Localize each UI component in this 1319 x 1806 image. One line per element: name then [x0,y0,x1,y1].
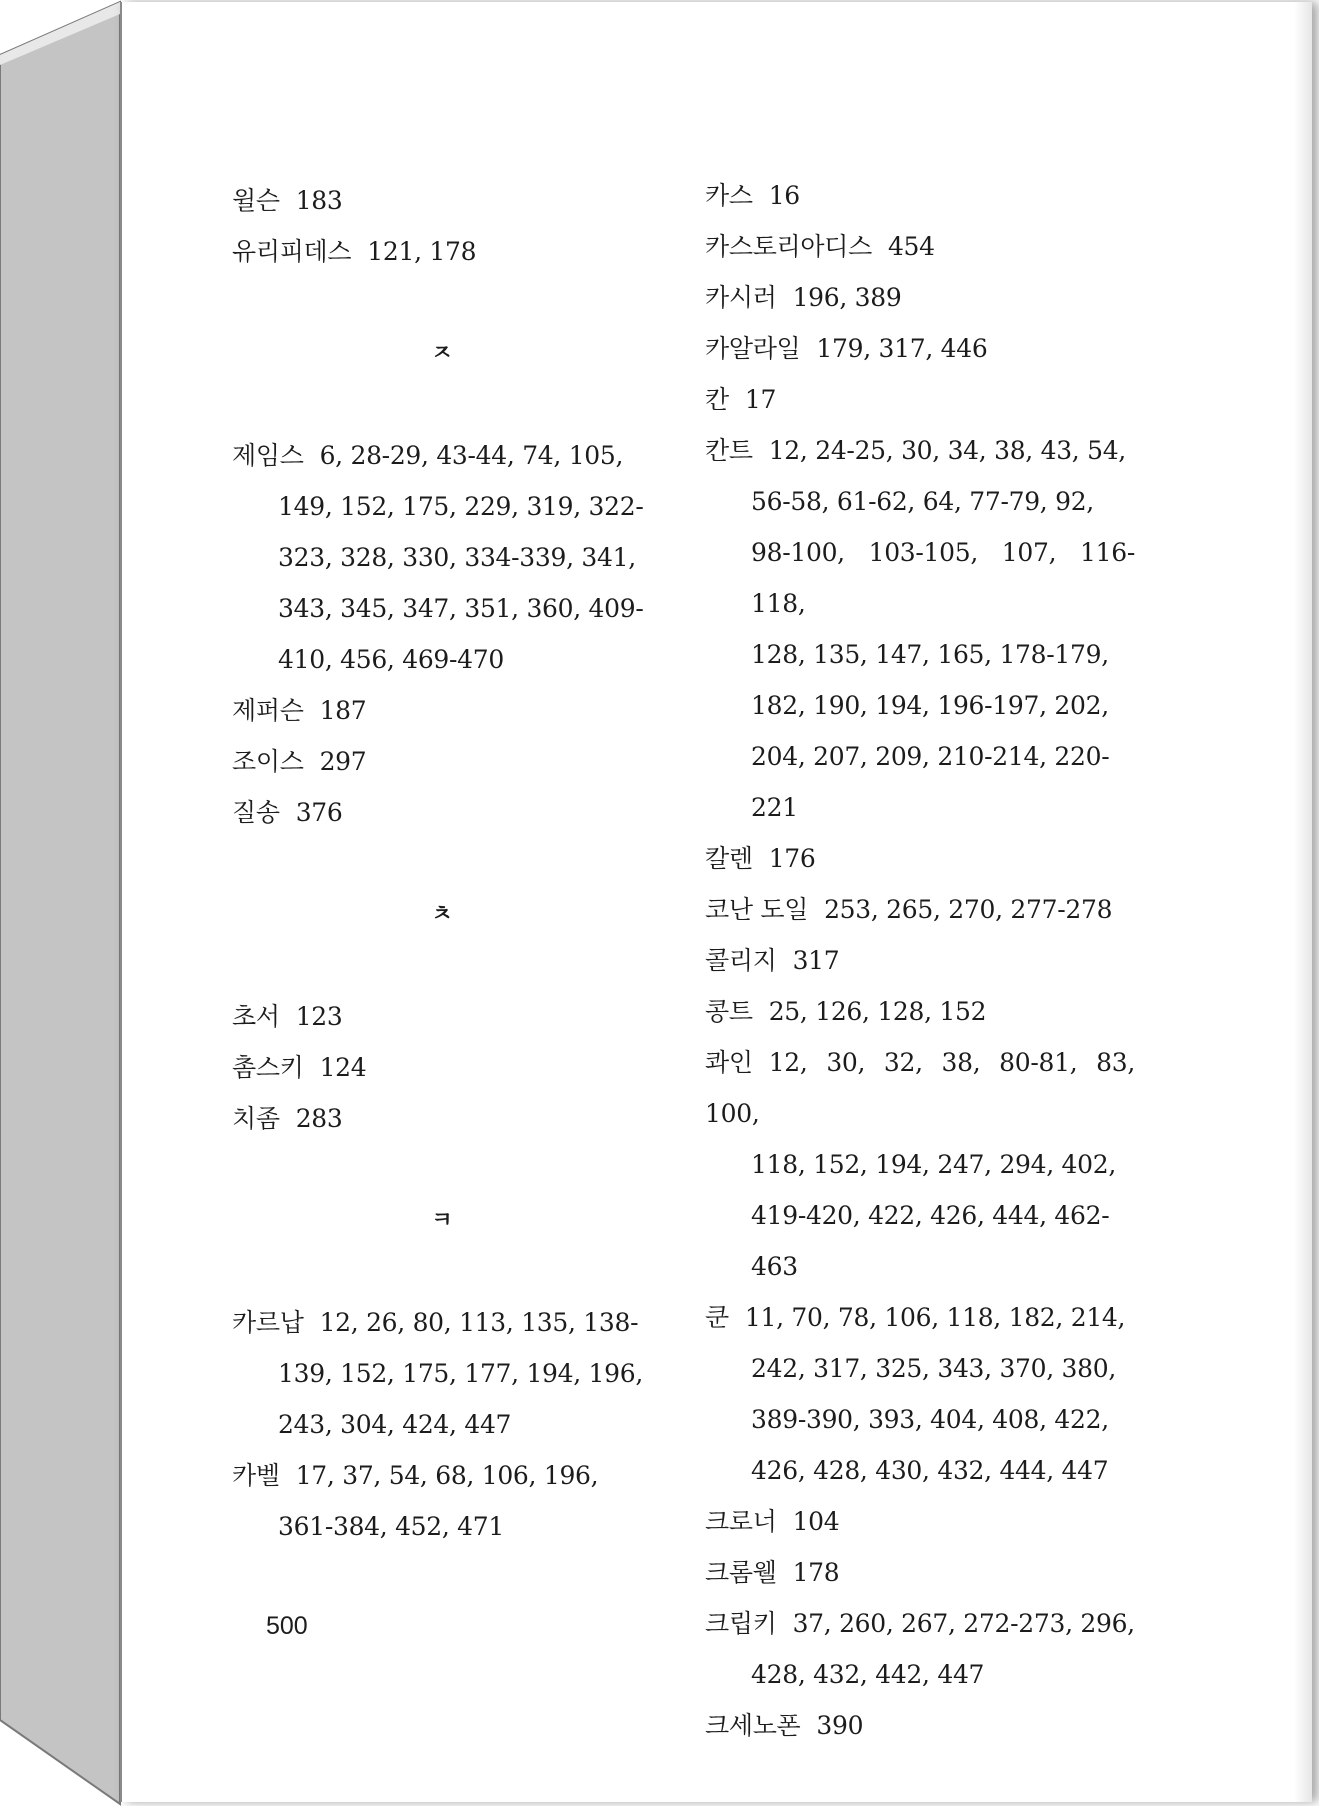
entry-name: 크롬웰 [705,1558,777,1587]
index-entry [705,1700,1135,1751]
entry-name: 코난 도일 [705,895,809,924]
entry-name: 치좀 [232,1104,280,1133]
entry-pages-cont: 98-100, 103-105, 107, 116-118, [751,538,1135,618]
entry-name: 카스 [705,181,753,210]
entry-pages: 317 [792,946,840,975]
entry-name: 유리피데스 [232,237,352,266]
entry-pages: 11, 70, 78, 106, 118, 182, 214, [744,1303,1126,1332]
entry-name: 카스토리아디스 [705,232,872,261]
index-entry [705,425,1135,833]
entry-pages: 12, 24-25, 30, 34, 38, 43, 54, [768,436,1126,465]
index-entry [232,1297,652,1450]
entry-pages: 124 [319,1053,367,1082]
entry-name: 콰인 [705,1048,753,1077]
entry-name: 카시러 [705,283,777,312]
entry-pages-cont: 182, 190, 194, 196-197, 202, [751,691,1109,720]
index-entry [705,221,1135,272]
index-entry [705,1292,1135,1496]
entry-pages: 183 [295,186,343,215]
entry-name: 칸 [705,385,729,414]
index-entry [705,170,1135,221]
entry-pages: 121, 178 [367,237,477,266]
entry-name: 쿤 [705,1303,729,1332]
entry-pages-cont: 56-58, 61-62, 64, 77-79, 92, [751,487,1094,516]
entry-pages: 176 [768,844,816,873]
index-entry [705,1547,1135,1598]
index-entry [232,1093,652,1144]
entry-pages-cont: 118, 152, 194, 247, 294, 402, [751,1150,1117,1179]
entry-pages: 37, 260, 267, 272-273, 296, [792,1609,1135,1638]
entry-pages-cont: 149, 152, 175, 229, 319, 322- [278,492,644,521]
entry-pages: 179, 317, 446 [816,334,988,363]
entry-pages: 454 [887,232,935,261]
page-number: 500 [266,1612,308,1640]
entry-pages-cont: 428, 432, 442, 447 [751,1660,985,1689]
section-heading: ㅊ [431,902,453,927]
entry-pages-cont: 323, 328, 330, 334-339, 341, [278,543,636,572]
entry-name: 크립키 [705,1609,777,1638]
index-entry [705,323,1135,374]
entry-pages: 376 [295,798,343,827]
entry-pages-cont: 343, 345, 347, 351, 360, 409- [278,594,644,623]
entry-pages-cont: 426, 428, 430, 432, 444, 447 [751,1456,1109,1485]
entry-pages: 17 [744,385,777,414]
section-heading: ㅋ [431,1208,453,1233]
entry-name: 윌슨 [232,186,280,215]
entry-name: 콩트 [705,997,753,1026]
page-edge [1294,2,1312,1802]
book-spine [0,0,130,1806]
entry-pages-cont: 204, 207, 209, 210-214, 220-221 [751,742,1110,822]
index-entry [705,1496,1135,1547]
entry-pages: 253, 265, 270, 277-278 [824,895,1113,924]
index-entry [705,833,1135,884]
entry-pages-cont: 243, 304, 424, 447 [278,1410,512,1439]
entry-name: 카르납 [232,1308,304,1337]
entry-pages-cont: 139, 152, 175, 177, 194, 196, [278,1359,644,1388]
entry-pages: 390 [816,1711,864,1740]
entry-pages: 297 [319,747,367,776]
entry-pages: 123 [295,1002,343,1031]
index-entry [232,175,652,226]
entry-name: 조이스 [232,747,304,776]
entry-name: 크로너 [705,1507,777,1536]
entry-pages: 178 [792,1558,840,1587]
entry-name: 제임스 [232,441,304,470]
index-entry [232,991,652,1042]
index-entry [705,1037,1135,1292]
entry-pages: 12, 30, 32, 38, 80-81, 83, 100, [705,1048,1135,1128]
index-entry [705,374,1135,425]
index-entry [232,787,652,838]
entry-name: 카벨 [232,1461,280,1490]
index-column-right [705,170,1135,1751]
entry-name: 카알라일 [705,334,801,363]
index-entry [232,1042,652,1093]
entry-pages-cont: 361-384, 452, 471 [278,1512,505,1541]
entry-pages: 187 [319,696,367,725]
index-column-left [232,175,652,1552]
entry-pages: 25, 126, 128, 152 [768,997,987,1026]
entry-pages-cont: 419-420, 422, 426, 444, 462-463 [751,1201,1110,1281]
index-entry [232,226,652,277]
index-entry [232,1450,652,1552]
index-entry [705,986,1135,1037]
entry-name: 촘스키 [232,1053,304,1082]
entry-name: 초서 [232,1002,280,1031]
entry-pages: 6, 28-29, 43-44, 74, 105, [319,441,624,470]
entry-name: 콜리지 [705,946,777,975]
entry-pages-cont: 128, 135, 147, 165, 178-179, [751,640,1109,669]
entry-name: 크세노폰 [705,1711,801,1740]
index-entry [705,1598,1135,1700]
index-entry [705,272,1135,323]
index-entry [232,736,652,787]
entry-pages: 16 [768,181,800,210]
entry-pages: 283 [295,1104,343,1133]
entry-pages-cont: 242, 317, 325, 343, 370, 380, [751,1354,1117,1383]
section-heading: ㅈ [431,341,453,366]
index-entry [705,884,1135,935]
index-entry [232,685,652,736]
entry-pages: 17, 37, 54, 68, 106, 196, [295,1461,599,1490]
entry-pages: 196, 389 [792,283,902,312]
entry-name: 칼렌 [705,844,753,873]
index-entry [705,935,1135,986]
entry-pages-cont: 389-390, 393, 404, 408, 422, [751,1405,1109,1434]
entry-pages: 12, 26, 80, 113, 135, 138- [319,1308,639,1337]
entry-name: 질송 [232,798,280,827]
entry-pages: 104 [792,1507,840,1536]
entry-name: 제퍼슨 [232,696,304,725]
index-entry [232,430,652,685]
entry-name: 칸트 [705,436,753,465]
entry-pages-cont: 410, 456, 469-470 [278,645,505,674]
